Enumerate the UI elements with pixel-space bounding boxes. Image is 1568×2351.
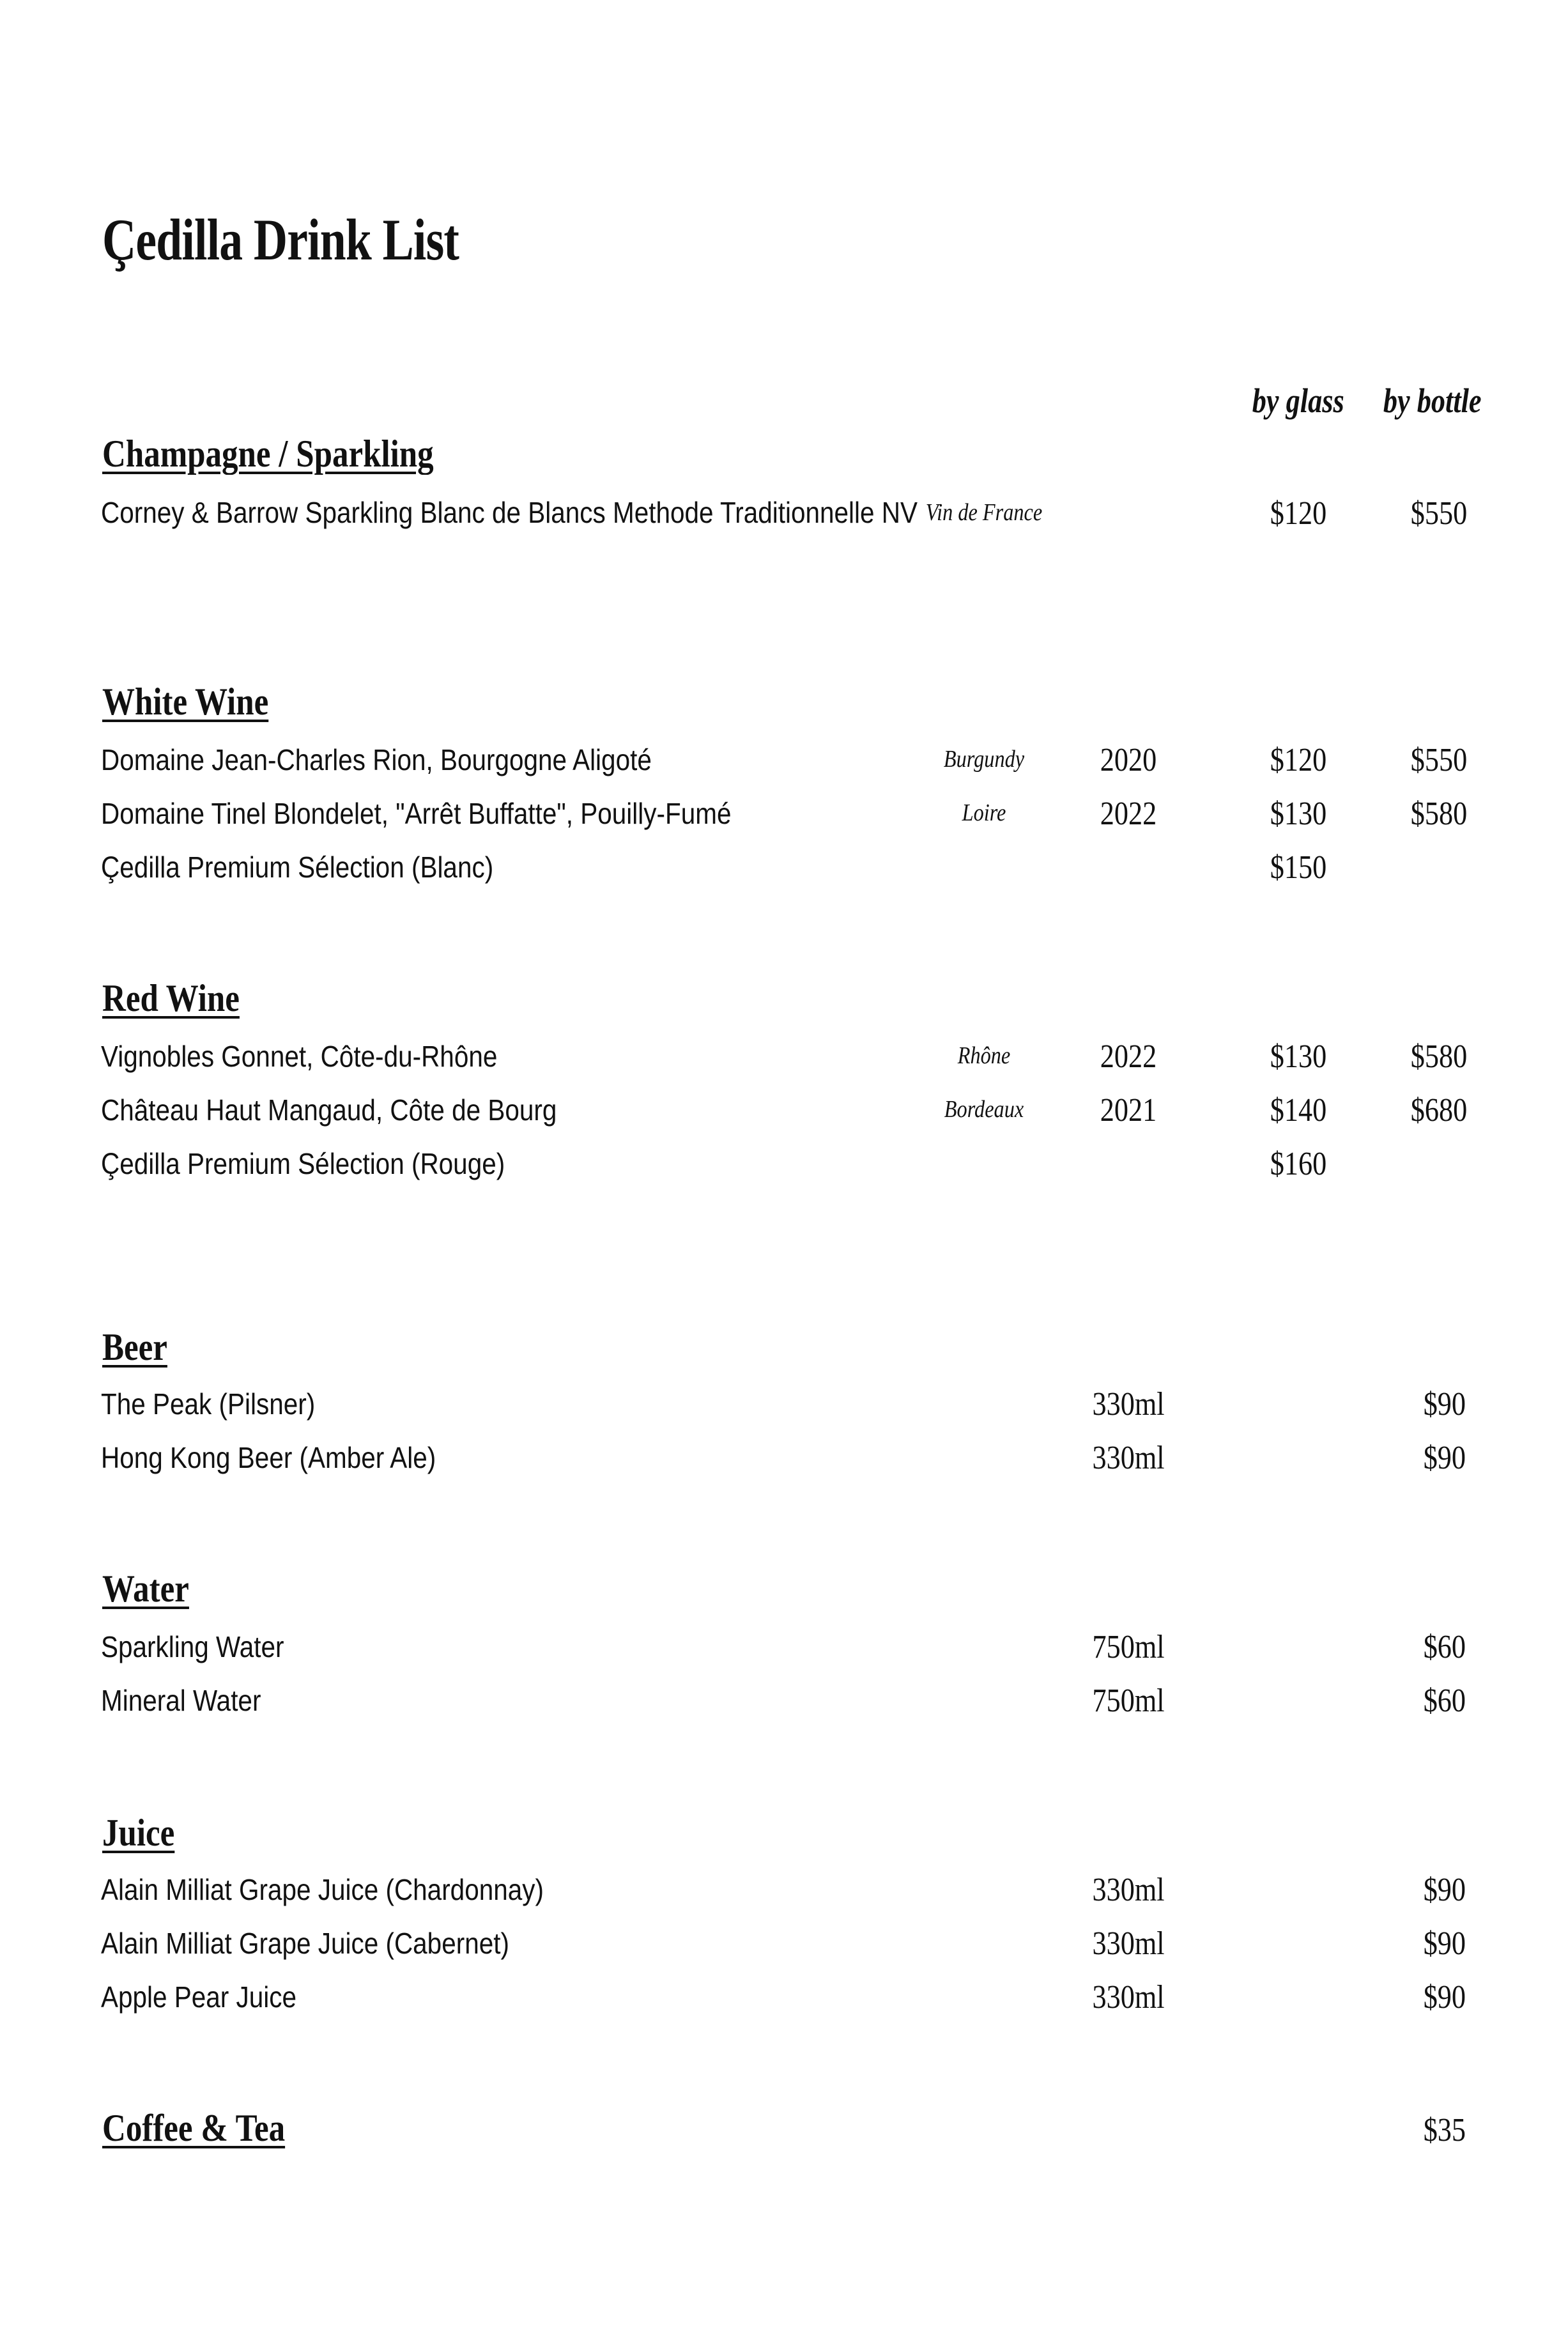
item-price: $60 bbox=[1423, 1683, 1466, 1719]
item-bottle-price: $550 bbox=[1410, 742, 1468, 778]
item-glass-price: $130 bbox=[1270, 796, 1327, 832]
coffee-tea-price: $35 bbox=[1423, 2112, 1466, 2148]
item-name: Apple Pear Juice bbox=[101, 1980, 297, 2014]
item-name: Mineral Water bbox=[101, 1684, 261, 1717]
item-price: $90 bbox=[1423, 1872, 1466, 1908]
item-glass-price: $140 bbox=[1270, 1092, 1327, 1129]
item-name: Château Haut Mangaud, Côte de Bourg bbox=[101, 1093, 557, 1127]
item-volume: 750ml bbox=[1092, 1629, 1165, 1665]
item-glass-price: $150 bbox=[1270, 849, 1327, 886]
item-glass-price: $120 bbox=[1270, 495, 1327, 532]
section-title-beer: Beer bbox=[102, 1326, 167, 1368]
item-volume: 330ml bbox=[1092, 1979, 1165, 2016]
item-name: Hong Kong Beer (Amber Ale) bbox=[101, 1441, 436, 1474]
item-region: Loire bbox=[962, 799, 1006, 826]
item-bottle-price: $580 bbox=[1410, 1038, 1468, 1075]
item-price: $90 bbox=[1423, 1440, 1466, 1476]
item-price: $90 bbox=[1423, 1925, 1466, 1962]
section-title-juice: Juice bbox=[102, 1812, 175, 1854]
item-bottle-price: $580 bbox=[1410, 796, 1468, 832]
page-title: Çedilla Drink List bbox=[102, 207, 459, 272]
item-year: 2022 bbox=[1100, 1038, 1157, 1075]
item-region: Bordeaux bbox=[944, 1096, 1024, 1123]
item-year: 2021 bbox=[1100, 1092, 1157, 1129]
item-volume: 330ml bbox=[1092, 1872, 1165, 1908]
item-name: Çedilla Premium Sélection (Rouge) bbox=[101, 1147, 505, 1180]
section-title-sparkling: Champagne / Sparkling bbox=[102, 433, 434, 475]
item-volume: 750ml bbox=[1092, 1683, 1165, 1719]
item-bottle-price: $550 bbox=[1410, 495, 1468, 532]
item-name: Domaine Tinel Blondelet, "Arrêt Buffatte", Pouilly-Fumé bbox=[101, 797, 732, 830]
item-year: 2022 bbox=[1100, 796, 1157, 832]
item-volume: 330ml bbox=[1092, 1440, 1165, 1476]
item-glass-price: $160 bbox=[1270, 1146, 1327, 1182]
item-name: The Peak (Pilsner) bbox=[101, 1387, 316, 1421]
item-name: Alain Milliat Grape Juice (Cabernet) bbox=[101, 1927, 509, 1960]
item-price: $90 bbox=[1423, 1979, 1466, 2016]
item-price: $90 bbox=[1423, 1386, 1466, 1422]
item-volume: 330ml bbox=[1092, 1925, 1165, 1962]
item-glass-price: $120 bbox=[1270, 742, 1327, 778]
section-title-water: Water bbox=[102, 1568, 189, 1610]
by-bottle-header: by bottle bbox=[1383, 382, 1482, 420]
item-price: $60 bbox=[1423, 1629, 1466, 1665]
item-region: Rhône bbox=[957, 1042, 1011, 1069]
item-name: Corney & Barrow Sparkling Blanc de Blancs Methode Traditionnelle NV bbox=[101, 496, 918, 529]
item-region: Burgundy bbox=[943, 746, 1025, 773]
item-year: 2020 bbox=[1100, 742, 1157, 778]
item-region: Vin de France bbox=[925, 499, 1043, 526]
item-name: Vignobles Gonnet, Côte-du-Rhône bbox=[101, 1040, 498, 1073]
item-name: Domaine Jean-Charles Rion, Bourgogne Aligoté bbox=[101, 743, 652, 776]
item-name: Alain Milliat Grape Juice (Chardonnay) bbox=[101, 1873, 544, 1906]
item-bottle-price: $680 bbox=[1410, 1092, 1468, 1129]
section-title-white-wine: White Wine bbox=[102, 681, 269, 723]
by-glass-header: by glass bbox=[1252, 382, 1344, 420]
section-title-coffee-tea: Coffee & Tea bbox=[102, 2107, 286, 2149]
item-volume: 330ml bbox=[1092, 1386, 1165, 1422]
item-name: Sparkling Water bbox=[101, 1630, 284, 1663]
section-title-red-wine: Red Wine bbox=[102, 977, 240, 1019]
item-name: Çedilla Premium Sélection (Blanc) bbox=[101, 851, 494, 884]
item-glass-price: $130 bbox=[1270, 1038, 1327, 1075]
